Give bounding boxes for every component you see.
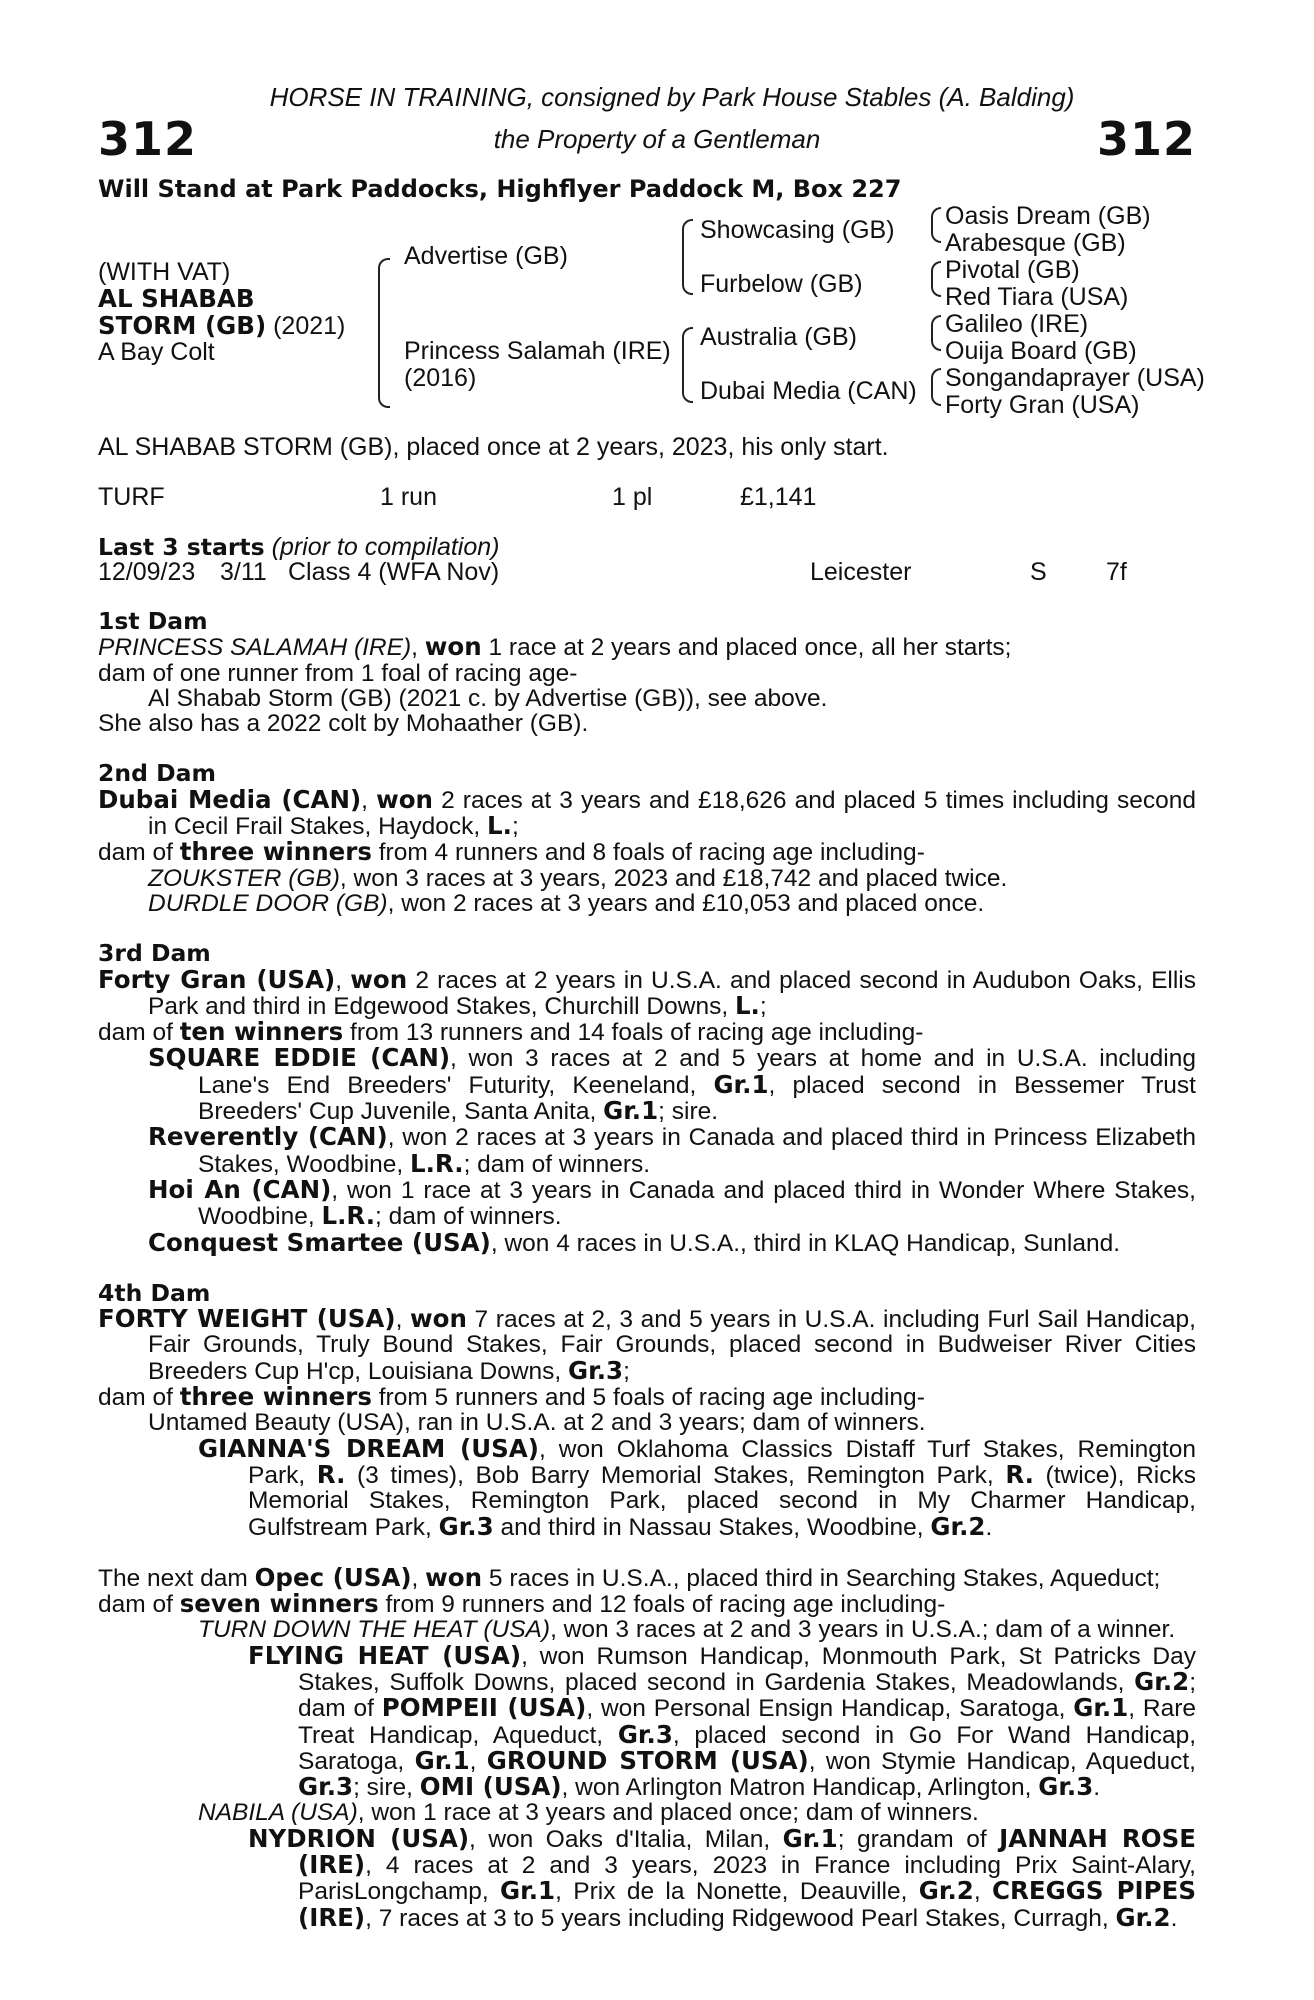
second-dam-heading: 2nd Dam xyxy=(98,759,216,788)
runner-record: , won Stymie Handicap, Aqueduct, xyxy=(808,1747,1196,1775)
progeny-suffix: from 9 runners and 12 foals of racing age including- xyxy=(378,1591,946,1619)
won-label: won xyxy=(425,1562,483,1592)
runner-record: , Rare Treat Handicap, Aqueduct, xyxy=(298,1695,1197,1749)
punctuation: ; xyxy=(623,1357,630,1385)
runner-name: Reverently (CAN) xyxy=(148,1122,388,1152)
third-dam-section xyxy=(98,941,1196,1256)
fourth-dam-progeny xyxy=(98,1384,1196,1410)
runner-name: TURN DOWN THE HEAT (USA) xyxy=(198,1616,551,1644)
runner-name: SQUARE EDDIE (CAN) xyxy=(148,1043,451,1073)
runner-record: , won 1 race at 3 years in Canada and placed third in Wonder Where Stakes, Woodbine, xyxy=(198,1176,1196,1231)
fourth-dam-record-text: 7 races at 2, 3 and 5 years in U.S.A. including Furl Sail Handicap, Fair Grounds, Truly Bound Stakes, Fair Grounds, placed second in Budweiser River Cities Breeders Cup H'cp, Louisiana Downs, xyxy=(148,1306,1196,1385)
third-dam-record-text: 2 races at 2 years in U.S.A. and placed second in Audubon Oaks, Ellis Park and third in Edgewood Stakes, Churchill Downs, xyxy=(148,966,1196,1020)
second-dam-name: Dubai Media (CAN) xyxy=(98,784,362,814)
grade-label: Gr.3 xyxy=(1038,1772,1094,1802)
progeny-prefix: dam of xyxy=(98,1384,180,1412)
punctuation: , xyxy=(411,1564,426,1592)
runner-record: ; dam of xyxy=(298,1668,1196,1723)
grade-label: Gr.1 xyxy=(1073,1693,1129,1723)
horse-description: A Bay Colt xyxy=(98,338,215,366)
next-dam-runner-3 xyxy=(98,1800,1196,1825)
first-dam-name: PRINCESS SALAMAH (IRE) xyxy=(98,634,412,662)
pedigree-brace-ss xyxy=(931,207,941,243)
sire-dam: Furbelow (GB) xyxy=(700,270,863,298)
runner-record: , won 4 races in U.S.A., third in KLAQ Handicap, Sunland. xyxy=(490,1229,1121,1257)
runner-record: , placed second in Bessemer Trust Breeders' Cup Juvenile, Santa Anita, xyxy=(198,1071,1196,1126)
third-dam-heading: 3rd Dam xyxy=(98,939,211,968)
runner-name: ZOUKSTER (GB) xyxy=(148,864,340,892)
runner-record: , won Oklahoma Classics Distaff Turf Stakes, Remington Park, xyxy=(248,1435,1196,1489)
next-dam-runner-1 xyxy=(98,1617,1196,1642)
grade-label: R. xyxy=(1005,1459,1034,1489)
runner-record: , won Arlington Matron Handicap, Arlington, xyxy=(561,1774,1039,1802)
lot-number-right: 312 xyxy=(1096,112,1196,166)
grade-label: Gr.3 xyxy=(617,1719,673,1749)
runner-name: NYDRION (USA) xyxy=(248,1823,470,1853)
runner-name: GIANNA'S DREAM (USA) xyxy=(198,1433,539,1463)
next-dam-record xyxy=(98,1562,1196,1592)
runner-record: ; dam of winners. xyxy=(375,1203,562,1231)
start-distance: 7f xyxy=(1106,558,1127,586)
sire-sire-dam: Arabesque (GB) xyxy=(945,229,1126,257)
third-dam-runner-1 xyxy=(98,1045,1196,1124)
grade-label: L. xyxy=(487,811,512,841)
runner-record: , won 3 races at 2 and 5 years at home and in U.S.A. including Lane's End Breeders' Futurity, Keeneland, xyxy=(198,1045,1196,1099)
first-dam-heading: 1st Dam xyxy=(98,607,208,635)
foaling-year: (2021) xyxy=(266,312,346,340)
dam-dam-sire: Songandaprayer (USA) xyxy=(945,364,1205,392)
grade-label: Gr.1 xyxy=(603,1096,659,1126)
record-runs: 1 run xyxy=(380,483,437,511)
progeny-prefix: dam of xyxy=(98,839,180,867)
runner-record: , won 2 races at 3 years and £10,053 and placed once. xyxy=(387,889,985,917)
next-dam-runner-2 xyxy=(98,1640,1197,1802)
third-dam-runner-3 xyxy=(98,1174,1196,1231)
fourth-dam-runner-2 xyxy=(98,1433,1196,1541)
progeny-suffix: from 13 runners and 14 foals of racing age including- xyxy=(343,1019,924,1047)
runner-record: , won 3 races at 3 years, 2023 and £18,742 and placed twice. xyxy=(339,864,1008,892)
record-surface: TURF xyxy=(98,483,165,511)
dam-sections xyxy=(98,609,1196,1931)
progeny-prefix: dam of xyxy=(98,1019,180,1047)
grade-label: Gr.3 xyxy=(298,1772,354,1802)
vat-status: (WITH VAT) xyxy=(98,258,231,286)
punctuation: . xyxy=(1170,1904,1178,1932)
consignor-line: HORSE IN TRAINING, consigned by Park House Stables (A. Balding) xyxy=(269,82,1075,112)
second-dam-record-text: 2 races at 3 years and £18,626 and placed 5 times including second in Cecil Frail Stakes, Haydock, xyxy=(148,786,1196,841)
third-dam-progeny xyxy=(98,1019,1196,1045)
runner-record: , Prix de la Nonette, Deauville, xyxy=(555,1878,919,1906)
runner-record: , won 1 race at 3 years and placed once; dam of winners. xyxy=(357,1799,979,1827)
fourth-dam-record: FORTY WEIGHT (USA), won 7 races at 2, 3 and 5 years in U.S.A. including Furl Sail Handicap, Fair Grounds, Truly Bound Stakes, Fair Grounds, placed second in Budweiser River Cities Breeders Cup H'cp, Louisiana Downs, Gr.3; xyxy=(98,1304,1196,1385)
runner-record: , won 2 races at 3 years in Canada and placed third in Princess Elizabeth Stakes, Woodbine, xyxy=(198,1124,1196,1178)
second-dam-section xyxy=(98,761,1196,916)
start-position: 3/11 xyxy=(220,558,267,586)
runner-record: and third in Nassau Stakes, Woodbine, xyxy=(493,1513,931,1541)
runner-name: DURDLE DOOR (GB) xyxy=(148,889,388,917)
progeny-name: JANNAH ROSE (IRE) xyxy=(298,1823,1197,1880)
runner-record: , won 3 races at 2 and 3 years in U.S.A.; dam of a winner. xyxy=(550,1616,1176,1644)
race-summary: AL SHABAB STORM (GB), placed once at 2 years, 2023, his only start. xyxy=(98,433,889,461)
grade-label: L.R. xyxy=(410,1148,464,1178)
first-dam-also: She also has a 2022 colt by Mohaather (GB). xyxy=(98,710,589,738)
won-label: won xyxy=(350,964,408,994)
first-dam-record-text: 1 race at 2 years and placed once, all her starts; xyxy=(481,634,1012,662)
runner-record: , 7 races at 3 to 5 years including Ridgewood Pearl Stakes, Curragh, xyxy=(365,1904,1116,1932)
runner-name: FLYING HEAT (USA) xyxy=(248,1640,522,1670)
grade-label: Gr.1 xyxy=(782,1823,838,1853)
progeny-name: GROUND STORM (USA) xyxy=(486,1745,809,1775)
first-dam-foal: Al Shabab Storm (GB) (2021 c. by Advertise (GB)), see above. xyxy=(148,684,828,712)
grade-label: Gr.2 xyxy=(1115,1902,1171,1932)
dam-dam: Dubai Media (CAN) xyxy=(700,377,917,405)
runner-name: Conquest Smartee (USA) xyxy=(148,1227,491,1257)
stand-location: Will Stand at Park Paddocks, Highflyer Paddock M, Box 227 xyxy=(98,175,902,203)
pedigree-brace-dd xyxy=(931,368,941,406)
last-starts-title: Last 3 starts xyxy=(98,533,265,561)
runner-record: , 4 races at 2 and 3 years, 2023 in France including Prix Saint-Alary, ParisLongchamp, xyxy=(298,1852,1196,1906)
fourth-dam-name: FORTY WEIGHT (USA) xyxy=(98,1304,396,1334)
property-line: the Property of a Gentleman xyxy=(493,124,821,154)
runner-record: ; grandam of xyxy=(837,1825,1000,1853)
second-dam-runner-2 xyxy=(98,891,1196,916)
fourth-dam-heading: 4th Dam xyxy=(98,1278,211,1307)
runner-record: , won Personal Ensign Handicap, Saratoga, xyxy=(586,1695,1074,1723)
third-dam-name: Forty Gran (USA) xyxy=(98,964,336,994)
dam-sire: Australia (GB) xyxy=(700,323,857,351)
won-label: won xyxy=(424,632,482,662)
runner-name: Hoi An (CAN) xyxy=(148,1174,332,1204)
dam-name: Princess Salamah (IRE) xyxy=(404,337,671,365)
grade-label: Gr.3 xyxy=(438,1511,494,1541)
runner-record: ; sire. xyxy=(658,1098,719,1126)
grade-label: Gr.1 xyxy=(500,1876,556,1906)
winners-count: three winners xyxy=(179,837,372,867)
horse-name-line2 xyxy=(98,311,345,341)
punctuation: , xyxy=(973,1878,993,1906)
punctuation: . xyxy=(1093,1774,1101,1802)
record-earnings: £1,141 xyxy=(740,483,817,511)
second-dam-runner-1 xyxy=(98,866,1196,891)
grade-label: Gr.1 xyxy=(713,1069,769,1099)
third-dam-runner-4 xyxy=(98,1227,1196,1257)
runner-record: (3 times), Bob Barry Memorial Stakes, Remington Park, xyxy=(345,1461,1006,1489)
dam-sire-sire: Galileo (IRE) xyxy=(945,310,1089,338)
progeny-prefix: dam of xyxy=(98,1591,180,1619)
winners-count: seven winners xyxy=(179,1589,379,1619)
dam-sire-dam: Ouija Board (GB) xyxy=(945,337,1137,365)
grade-label: Gr.1 xyxy=(414,1745,470,1775)
second-dam-record: Dubai Media (CAN), won 2 races at 3 years and £18,626 and placed 5 times including second in Cecil Frail Stakes, Haydock, L.; xyxy=(98,784,1196,841)
punctuation: ; xyxy=(511,813,519,841)
punctuation: . xyxy=(985,1513,993,1541)
pedigree-brace-main xyxy=(378,258,390,408)
runner-record: , placed second in Go For Wand Handicap, Saratoga, xyxy=(298,1721,1196,1775)
next-dam-name: Opec (USA) xyxy=(254,1562,412,1592)
grade-label: R. xyxy=(316,1459,346,1489)
dam-year: (2016) xyxy=(404,364,477,392)
pedigree-brace-sd xyxy=(931,261,941,297)
grade-label: L.R. xyxy=(321,1201,376,1231)
runner-record: ; sire, xyxy=(353,1774,420,1802)
start-race: Class 4 (WFA Nov) xyxy=(288,558,500,586)
grade-label: Gr.2 xyxy=(930,1511,986,1541)
sire-dam-sire: Pivotal (GB) xyxy=(945,256,1080,284)
next-dam-section xyxy=(98,1562,1197,1932)
grade-label: Gr.2 xyxy=(1134,1666,1190,1696)
last-starts-note: (prior to compilation) xyxy=(264,533,500,561)
runner-record: , won Oaks d'Italia, Milan, xyxy=(469,1825,783,1853)
progeny-name: POMPEII (USA) xyxy=(381,1693,587,1723)
record-placed: 1 pl xyxy=(612,483,653,511)
fourth-dam-runner-1: Untamed Beauty (USA), ran in U.S.A. at 2 and 3 years; dam of winners. xyxy=(148,1409,926,1437)
sire-sire-sire: Oasis Dream (GB) xyxy=(945,202,1151,230)
winners-count: ten winners xyxy=(179,1017,344,1047)
runner-record: ; dam of winners. xyxy=(463,1150,651,1178)
start-going: S xyxy=(1030,558,1047,586)
punctuation: ; xyxy=(759,992,767,1020)
next-dam-prefix: The next dam xyxy=(98,1564,255,1592)
progeny-suffix: from 4 runners and 8 foals of racing age including- xyxy=(371,839,925,867)
grade-label: L. xyxy=(734,990,760,1020)
start-course: Leicester xyxy=(810,558,912,586)
winners-count: three winners xyxy=(179,1382,372,1412)
won-label: won xyxy=(410,1304,467,1334)
fourth-dam-section xyxy=(98,1278,1196,1541)
first-dam-progeny: dam of one runner from 1 foal of racing age- xyxy=(98,659,578,687)
horse-name-part: STORM (GB) xyxy=(98,311,267,340)
progeny-name: OMI (USA) xyxy=(419,1772,562,1802)
progeny-name: CREGGS PIPES (IRE) xyxy=(298,1876,1196,1932)
first-dam-record: PRINCESS SALAMAH (IRE), won 1 race at 2 years and placed once, all her starts; xyxy=(98,632,1012,662)
dam-dam-dam: Forty Gran (USA) xyxy=(945,391,1140,419)
second-dam-progeny xyxy=(98,839,1196,865)
runner-name: NABILA (USA) xyxy=(198,1799,358,1827)
progeny-suffix: from 5 runners and 5 foals of racing age including- xyxy=(371,1384,925,1412)
start-date: 12/09/23 xyxy=(98,558,196,586)
sire-sire: Showcasing (GB) xyxy=(700,216,895,244)
pedigree-brace-ds xyxy=(931,315,941,351)
third-dam-record: Forty Gran (USA), won 2 races at 2 years in U.S.A. and placed second in Audubon Oaks, Ellis Park and third in Edgewood Stakes, Churchill Downs, L.; xyxy=(98,964,1196,1020)
sire-name: Advertise (GB) xyxy=(404,242,568,270)
pedigree-brace-sire xyxy=(682,219,693,295)
runner-record: (twice), Ricks Memorial Stakes, Remington Park, placed second in My Charmer Handicap, Gulfstream Park, xyxy=(248,1461,1196,1541)
next-dam-progeny xyxy=(98,1591,1196,1617)
third-dam-runner-2 xyxy=(98,1124,1196,1177)
pedigree-brace-dam xyxy=(682,327,693,403)
next-dam-record-text: 5 races in U.S.A., placed third in Searching Stakes, Aqueduct; xyxy=(482,1564,1161,1592)
sire-dam-dam: Red Tiara (USA) xyxy=(945,283,1129,311)
lot-number-left: 312 xyxy=(98,112,198,166)
won-label: won xyxy=(376,784,433,814)
next-dam-runner-4 xyxy=(98,1823,1197,1932)
first-dam-section xyxy=(98,609,1196,736)
grade-label: Gr.2 xyxy=(918,1876,974,1906)
horse-name-line1: AL SHABAB xyxy=(98,284,255,313)
runner-record: , won Rumson Handicap, Monmouth Park, St Patricks Day Stakes, Suffolk Downs, placed second in Gardenia Stakes, Meadowlands, xyxy=(298,1642,1197,1696)
punctuation: , xyxy=(469,1747,487,1775)
grade-label: Gr.3 xyxy=(568,1355,624,1385)
